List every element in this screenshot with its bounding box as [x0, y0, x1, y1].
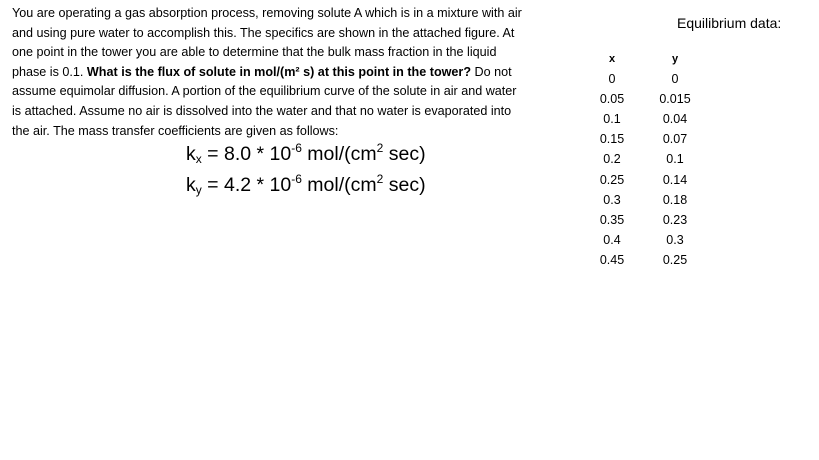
kx-subscript: x	[195, 152, 202, 166]
kx-value: = 8.0 * 10	[201, 143, 292, 165]
equilibrium-title: Equilibrium data:	[677, 15, 782, 31]
y-value: 0.3	[666, 232, 684, 247]
problem-line-2: and using pure water to accomplish this. The specifics are shown in the attached figure. At	[12, 25, 515, 40]
ky-value: = 4.2 * 10	[201, 174, 292, 196]
kx-unit-end: sec)	[383, 143, 426, 165]
y-value: 0	[671, 72, 679, 87]
x-value: 0.35	[599, 212, 625, 227]
y-value: 0.18	[662, 192, 688, 207]
ky-unit-exponent: 2	[376, 172, 384, 186]
x-value: 0.1	[603, 112, 621, 127]
y-column-header: y	[671, 53, 679, 65]
problem-statement	[12, 4, 572, 141]
problem-line-6: is attached. Assume no air is dissolved into the water and that no water is evaporated into	[12, 103, 512, 118]
y-value: 0.04	[662, 112, 688, 127]
kx-unit-exponent: 2	[376, 141, 384, 155]
ky-exponent: -6	[291, 172, 302, 186]
x-value: 0.05	[599, 92, 625, 107]
x-value: 0.25	[599, 172, 625, 187]
x-value: 0.45	[599, 252, 625, 267]
y-value: 0.23	[662, 212, 688, 227]
formula-kx	[186, 143, 426, 166]
x-column-header: x	[608, 53, 616, 65]
y-value: 0.07	[662, 132, 688, 147]
kx-unit: mol/(cm	[301, 143, 377, 165]
y-value: 0.14	[662, 172, 688, 187]
x-value: 0.15	[599, 132, 625, 147]
problem-line-1: You are operating a gas absorption process, removing solute A which is in a mixture with air	[12, 6, 522, 20]
formula-ky	[186, 174, 426, 197]
problem-line-3: one point in the tower you are able to determine that the bulk mass fraction in the liquid	[12, 45, 497, 60]
problem-line-4-start: phase is 0.1.	[12, 64, 87, 79]
x-value: 0.2	[603, 152, 621, 167]
problem-question: What is the flux of solute in mol/(m² s) at this point in the tower?	[86, 64, 472, 79]
equilibrium-y-column	[645, 49, 705, 270]
ky-unit: mol/(cm	[301, 174, 377, 196]
equilibrium-x-column	[582, 49, 642, 270]
y-value: 0.25	[662, 252, 688, 267]
y-value: 0.1	[666, 152, 684, 167]
problem-line-4	[12, 63, 572, 83]
kx-symbol: k	[186, 143, 196, 165]
x-value: 0.4	[603, 232, 621, 247]
problem-line-7: the air. The mass transfer coefficients are given as follows:	[12, 123, 339, 138]
y-value: 0.015	[659, 92, 691, 107]
ky-symbol: k	[186, 174, 196, 196]
ky-subscript: y	[195, 183, 202, 197]
problem-line-4-end: Do not	[471, 64, 512, 79]
x-value: 0	[608, 72, 616, 87]
kx-exponent: -6	[291, 141, 302, 155]
ky-unit-end: sec)	[383, 174, 426, 196]
x-value: 0.3	[603, 192, 621, 207]
problem-line-5: assume equimolar diffusion. A portion of the equilibrium curve of the solute in air and water	[12, 84, 517, 99]
